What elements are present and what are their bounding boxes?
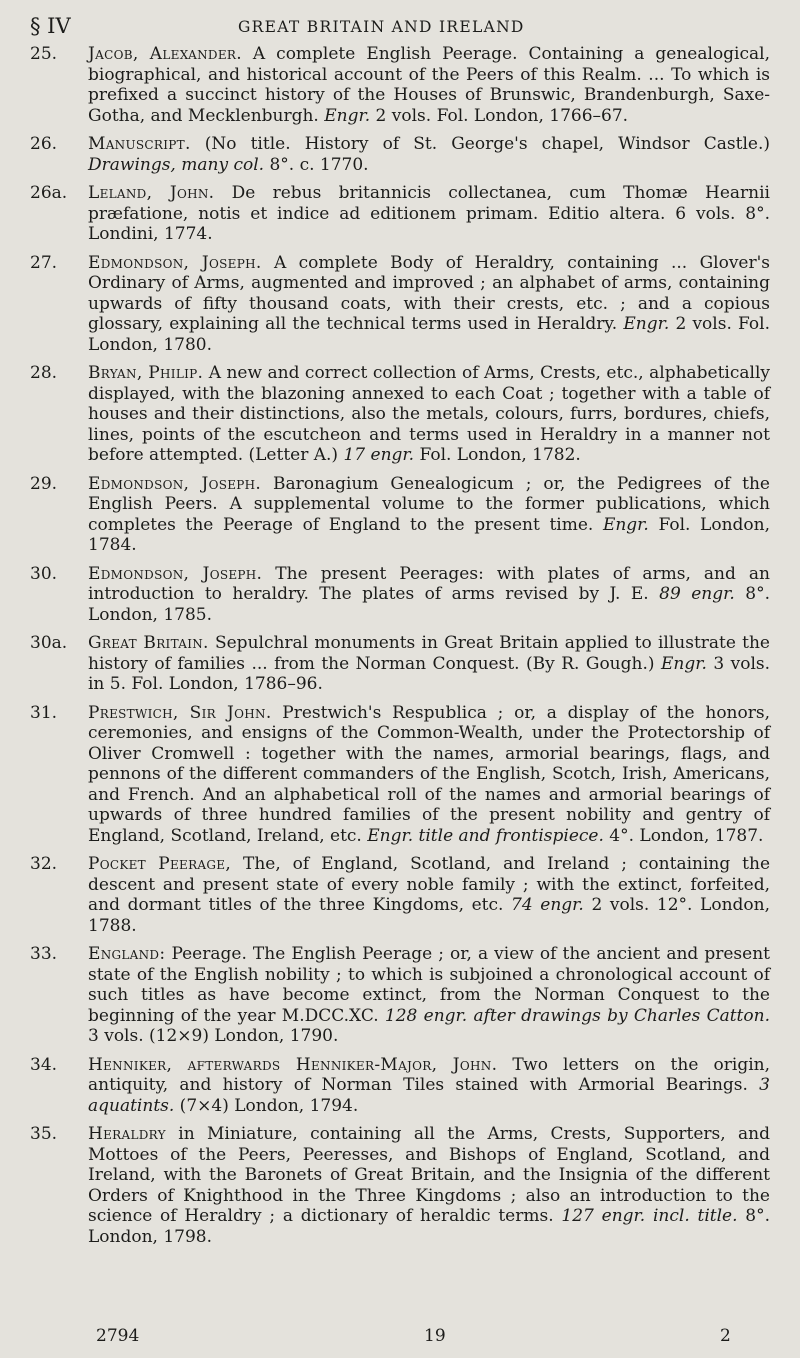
entry-text: The present Peerages: with plates of arms, and an introduction to heraldry. The plates of arms revised by J. E. <box>88 563 770 604</box>
entry-imprint: (7×4) London, 1794. <box>174 1095 359 1116</box>
entry-author: Leland, John. <box>88 183 215 203</box>
catalogue-entry <box>0 854 800 936</box>
entry-number: 27. <box>30 252 58 273</box>
catalogue-entry <box>0 944 800 1047</box>
entry-number: 30. <box>30 563 58 584</box>
entry-author: Pocket Peerage, <box>88 854 232 874</box>
entry-collation: 17 engr. <box>343 445 415 465</box>
entry-imprint: 2 vols. 12°. London, 1788. <box>88 895 770 936</box>
entry-text: A new and correct collection of Arms, Crests, etc., alphabetically displayed, with the blazoning annexed to each Coat ; together with a table of houses and their distinctions, also the metals, colours, furrs, bordures, chiefs, lines, points of the escutcheon and terms used in Heraldry in a manner not before attempted. (Letter A.) <box>88 363 771 465</box>
entry-text: De rebus britannicis collectanea, cum Thomæ Hearnii præfatione, notis et indice ad editionem primam. Editio altera. 6 vols. 8°. Londini, 1774. <box>88 183 770 244</box>
section-number: § IV <box>30 14 71 38</box>
entry-author: Great Britain. <box>88 633 209 653</box>
entry-author: Heraldry <box>88 1124 166 1144</box>
entry-text: Two letters on the origin, antiquity, and history of Norman Tiles stained with Armorial Bearings. <box>88 1054 770 1095</box>
entry-author: Edmondson, Joseph. <box>88 563 263 584</box>
catalogue-entry <box>0 134 800 175</box>
entry-collation: Engr. <box>660 653 707 674</box>
entry-number: 33. <box>30 944 58 964</box>
entry-author: England: <box>88 944 166 964</box>
entry-imprint: 8°. London, 1785. <box>88 584 770 625</box>
entry-author: Bryan, Philip. <box>88 363 204 383</box>
gathering-mark: 2 <box>720 1326 731 1346</box>
entry-imprint: 2 vols. Fol. London, 1780. <box>88 314 770 355</box>
entry-text: (No title. History of St. George's chapel, Windsor Castle.) <box>190 134 770 154</box>
catalogue-entry <box>0 703 800 847</box>
entry-collation: 3 aquatints. <box>88 1075 770 1116</box>
entry-text: A complete Body of Heraldry, containing ... Glover's Ordinary of Arms, augmented and improved ; an alphabet of arms, containing upwards of fifty thousand coats, with their crests, etc. ; and a copious glossary, explaining all the technical terms used in Heraldry. <box>88 252 771 334</box>
entry-author: Edmondson, Joseph. <box>88 252 262 273</box>
entry-text: The, of England, Scotland, and Ireland ; containing the descent and present state of every noble family ; with the extinct, forfeited, and dormant titles of the three Kingdoms, etc. <box>88 854 771 915</box>
entry-number: 32. <box>30 854 58 874</box>
entry-number: 26a. <box>30 183 68 203</box>
entry-imprint: 8°. c. 1770. <box>264 154 369 175</box>
entry-number: 28. <box>30 363 58 383</box>
entry-author: Jacob, Alexander. <box>88 44 242 64</box>
entry-collation: 127 engr. incl. title. <box>561 1206 738 1226</box>
page-number: 19 <box>424 1326 446 1346</box>
entry-number: 31. <box>30 702 58 723</box>
signature-mark: 2794 <box>96 1326 140 1346</box>
catalogue-entry <box>0 1124 800 1247</box>
entry-author: Prestwich, Sir John. <box>88 702 272 723</box>
catalogue-entry <box>0 474 800 556</box>
entry-number: 26. <box>30 134 58 154</box>
entry-collation: Drawings, many col. <box>88 154 265 175</box>
running-header <box>0 14 800 44</box>
entry-author: Edmondson, Joseph. <box>88 473 262 494</box>
entry-text: Baronagium Genealogicum ; or, the Pedigrees of the English Peers. A supplemental volume to the former publications, which completes the Peerage of England to the present time. <box>88 473 770 535</box>
entry-collation: Engr. <box>623 314 670 334</box>
entry-text: A complete English Peerage. Containing a genealogical, biographical, and historical account of the Peers of this Realm. ... To which is prefixed a succinct history of the Houses of Brunswic, Brandenburgh, Saxe-Gotha, and Mecklenburgh. <box>88 44 770 126</box>
catalogue-entry <box>0 363 800 466</box>
entry-number: 35. <box>30 1124 58 1144</box>
catalogue-entry <box>0 253 800 356</box>
entry-number: 34. <box>30 1054 58 1075</box>
entry-number: 25. <box>30 44 58 64</box>
entry-collation: 128 engr. after drawings by Charles Catton. <box>384 1005 770 1026</box>
entry-imprint: 3 vols. (12×9) London, 1790. <box>88 1026 339 1046</box>
entry-imprint: Fol. London, 1782. <box>414 445 581 465</box>
entry-text: Peerage. The English Peerage ; or, a view of the ancient and present state of the English nobility ; to which is subjoined a chronological account of such titles as have become extinct, from the Norman Conquest to the beginning of the year M.DCC.XC. <box>88 944 770 1026</box>
catalogue-entry <box>0 564 800 626</box>
entry-imprint: 3 vols. in 5. Fol. London, 1786–96. <box>88 653 771 694</box>
catalogue-entry <box>0 633 800 695</box>
entry-collation: Engr. <box>602 514 649 535</box>
page-footer <box>0 1326 800 1350</box>
entry-imprint: 2 vols. Fol. London, 1766–67. <box>370 105 629 126</box>
entry-number: 29. <box>30 473 58 494</box>
entry-text: in Miniature, containing all the Arms, Crests, Supporters, and Mottoes of the Peers, Peeresses, and Bishops of England, Scotland, and Ireland, with the Baronets of Great Britain, and the Insignia of the different Orders of Knighthood in the Three Kingdoms ; also an introduction to the science of Heraldry ; a dictionary of heraldic terms. <box>88 1124 770 1226</box>
entry-collation: Engr. <box>324 105 371 126</box>
entry-collation: 74 engr. <box>511 895 584 915</box>
catalogue-entry <box>0 44 800 126</box>
catalogue-entry <box>0 1055 800 1117</box>
catalogue-entry <box>0 183 800 245</box>
entry-collation: 89 engr. <box>659 584 735 604</box>
entry-author: Henniker, afterwards Henniker-Major, John. <box>88 1054 498 1075</box>
entry-list <box>0 44 800 1255</box>
entry-imprint: 8°. London, 1798. <box>88 1206 771 1247</box>
entry-imprint: Fol. London, 1784. <box>88 514 770 555</box>
entry-imprint: 4°. London, 1787. <box>603 825 764 846</box>
entry-text: Prestwich's Respublica ; or, a display of the honors, ceremonies, and ensigns of the Common-Wealth, under the Protectorship of Oliver Cromwell : together with the names, armorial bearings, flags, and pennons of the different commanders of the English, Scotch, Irish, Americans, and French. And an alphabetical roll of the names and armorial bearings of upwards of three hundred families of the present nobility and gentry of England, Scotland, Ireland, etc. <box>88 702 770 846</box>
running-title: GREAT BRITAIN AND IRELAND <box>238 18 525 36</box>
entry-collation: Engr. title and frontispiece. <box>367 825 604 846</box>
entry-text: Sepulchral monuments in Great Britain applied to illustrate the history of families ... from the Norman Conquest. (By R. Gough.) <box>88 633 770 674</box>
entry-author: Manuscript. <box>88 134 191 154</box>
entry-number: 30a. <box>30 633 68 653</box>
